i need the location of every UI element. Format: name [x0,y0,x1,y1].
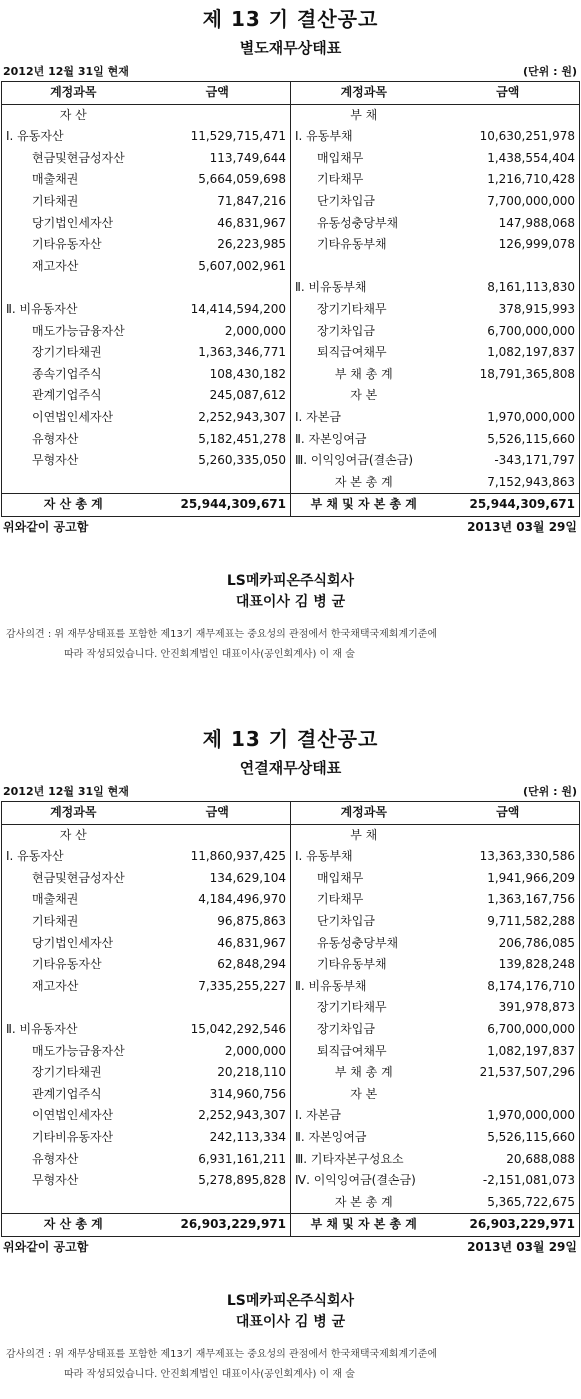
table-row [2,342,580,364]
account-name-right: 유동성충당부채 [317,215,399,230]
notice-date: 2013년 03월 29일 [467,1239,577,1254]
account-name-right: Ⅱ. 비유동부채 [295,280,367,295]
account-name-right: 부 채 [350,107,378,122]
table-body [2,824,580,1214]
account-name-left: 자 산 [59,107,87,122]
table-row [2,472,580,494]
amount-right: 1,970,000,000 [487,1108,575,1123]
amount-right [437,256,580,278]
table-row [2,1041,580,1063]
statement-subtitle: 별도재무상태표 [239,39,342,57]
total-liab-label: 부 채 및 자 본 총 계 [291,494,437,517]
total-liab-label: 부 채 및 자 본 총 계 [291,1214,437,1237]
amount-right: 139,828,248 [498,957,575,972]
account-name-left [2,277,145,299]
amount-right: 6,700,000,000 [487,1021,575,1036]
amount-left: 20,218,110 [145,1062,291,1084]
notice-text: 위와같이 공고함 [3,519,89,534]
amount-right: 1,438,554,404 [487,150,575,165]
table-row [2,1170,580,1192]
total-assets-label: 자 산 총 계 [2,494,145,517]
account-name-left [2,997,145,1019]
table-row [2,846,580,868]
amount-left [145,277,291,299]
account-name-right: 자 본 총 계 [334,1194,393,1209]
account-name-right: 장기기타채무 [317,301,387,316]
table-row [2,256,580,278]
table-row [2,997,580,1019]
account-name-right: 장기차입금 [317,323,375,338]
col-header: 계정과목 [291,82,437,105]
table-row [2,976,580,998]
account-name-right: 퇴직급여채무 [317,345,387,360]
account-name-right: 부 채 총 계 [334,1065,393,1080]
amount-right [437,385,580,407]
unit-label: (단위 : 원) [523,65,577,78]
amount-right: 1,970,000,000 [487,409,575,424]
notice-row [0,517,581,537]
col-header: 계정과목 [2,82,145,105]
account-name-left: 매도가능금융자산 [32,323,125,338]
total-assets-label: 자 산 총 계 [2,1214,145,1237]
statement-meta [0,63,581,81]
ceo-name: 대표이사 김 병 균 [235,1313,346,1330]
amount-right: 1,216,710,428 [487,172,575,187]
table-row [2,1105,580,1127]
table-row [2,364,580,386]
amount-right: 8,174,176,710 [487,978,575,993]
amount-right: 21,537,507,296 [479,1065,575,1080]
amount-right: 1,941,966,209 [487,870,575,885]
table-row [2,191,580,213]
account-name-left: 기타채권 [32,193,79,208]
account-name-left: 당기법인세자산 [32,935,114,950]
account-name-left: 현금및현금성자산 [32,150,125,165]
ceo-name: 대표이사 김 병 균 [235,593,346,610]
account-name-left: 유형자산 [32,1151,79,1166]
company-name: LS메카피온주식회사 [226,572,355,589]
unit-label: (단위 : 원) [523,785,577,798]
amount-left: 5,260,335,050 [145,450,291,472]
account-name-right: 기타유동부채 [317,237,387,252]
account-name-left: Ⅱ. 비유동자산 [6,301,78,316]
account-name-left: 자 산 [59,827,87,842]
account-name-right: Ⅲ. 이익잉여금(결손금) [295,453,414,468]
amount-right: 391,978,873 [498,1000,575,1015]
account-name-left: 매출채권 [32,892,79,907]
account-name-left: 장기기타채권 [32,345,102,360]
amount-left: 113,749,644 [145,148,291,170]
total-assets-amount: 26,903,229,971 [145,1214,291,1237]
amount-left: 2,252,943,307 [145,407,291,429]
account-name-left: 매도가능금융자산 [32,1043,125,1058]
table-row [2,1062,580,1084]
amount-left: 5,607,002,961 [145,256,291,278]
amount-right: 147,988,068 [498,215,575,230]
amount-right [437,1084,580,1106]
table-header-row [2,802,580,825]
table-row [2,1127,580,1149]
amount-left: 1,363,346,771 [145,342,291,364]
account-name-left: 기타비유동자산 [32,1129,114,1144]
account-name-right [291,256,437,278]
amount-left [145,824,291,846]
col-header: 계정과목 [291,802,437,825]
account-name-left: Ⅰ. 유동자산 [6,129,64,144]
account-name-right: 장기기타채무 [317,1000,387,1015]
balance-sheet-table [1,81,580,517]
table-row [2,1019,580,1041]
amount-left: 96,875,863 [145,911,291,933]
account-name-right: 부 채 총 계 [334,366,393,381]
audit-line-2: 따라 작성되었습니다. 안진회계법인 대표이사(공인회계사) 이 재 술 [64,1368,355,1380]
account-name-left: 이연법인세자산 [32,1108,114,1123]
account-name-left: 이연법인세자산 [32,409,114,424]
account-name-right: Ⅰ. 유동부채 [295,849,353,864]
account-name-left: Ⅰ. 유동자산 [6,849,64,864]
account-name-left: 당기법인세자산 [32,215,114,230]
total-row [2,494,580,517]
amount-left [145,997,291,1019]
table-row [2,954,580,976]
audit-line-2: 따라 작성되었습니다. 안진회계법인 대표이사(공인회계사) 이 재 술 [64,648,355,660]
account-name-left: 무형자산 [32,453,79,468]
col-header: 금액 [145,802,291,825]
account-name-right: Ⅲ. 기타자본구성요소 [295,1151,404,1166]
total-liab-amount: 26,903,229,971 [437,1214,580,1237]
amount-right: 6,700,000,000 [487,323,575,338]
account-name-right: 유동성충당부채 [317,935,399,950]
account-name-right: 단기차입금 [317,913,375,928]
account-name-left [2,472,145,494]
amount-right: 7,700,000,000 [487,193,575,208]
table-row [2,321,580,343]
amount-right: 126,999,078 [498,237,575,252]
col-header: 계정과목 [2,802,145,825]
amount-left: 14,414,594,200 [145,299,291,321]
account-name-left: 무형자산 [32,1173,79,1188]
table-row [2,299,580,321]
statement-subtitle: 연결재무상태표 [239,759,342,777]
total-assets-amount: 25,944,309,671 [145,494,291,517]
table-row [2,385,580,407]
amount-left: 314,960,756 [145,1084,291,1106]
account-name-right: 매입채무 [317,870,364,885]
amount-right: 5,526,115,660 [487,1129,575,1144]
amount-right: 1,082,197,837 [487,1043,575,1058]
account-name-left: 재고자산 [32,978,79,993]
table-row [2,104,580,126]
amount-left: 11,529,715,471 [145,126,291,148]
table-row [2,169,580,191]
account-name-left [2,1192,145,1214]
account-name-right: 기타채무 [317,172,364,187]
account-name-right: 자 본 [350,388,378,403]
amount-left: 5,278,895,828 [145,1170,291,1192]
table-row [2,429,580,451]
amount-right: 10,630,251,978 [479,129,575,144]
page-title: 제 13 기 결산공고 [202,727,379,751]
col-header: 금액 [437,82,580,105]
account-name-left: 유형자산 [32,431,79,446]
amount-left: 245,087,612 [145,385,291,407]
account-name-left: 종속기업주식 [32,366,102,381]
page-title: 제 13 기 결산공고 [202,7,379,31]
amount-left: 242,113,334 [145,1127,291,1149]
amount-right: 378,915,993 [498,301,575,316]
account-name-left: 장기기타채권 [32,1065,102,1080]
table-row [2,277,580,299]
table-row [2,933,580,955]
amount-left [145,1192,291,1214]
notice-text: 위와같이 공고함 [3,1239,89,1254]
company-name: LS메카피온주식회사 [226,1292,355,1309]
amount-right [437,824,580,846]
amount-left: 62,848,294 [145,954,291,976]
col-header: 금액 [145,82,291,105]
amount-right: 9,711,582,288 [487,913,575,928]
account-name-right: Ⅱ. 자본잉여금 [295,431,367,446]
amount-right: 5,365,722,675 [487,1194,575,1209]
table-row [2,234,580,256]
account-name-left: 매출채권 [32,172,79,187]
account-name-right: 기타유동부채 [317,957,387,972]
account-name-right: 단기차입금 [317,193,375,208]
amount-left: 11,860,937,425 [145,846,291,868]
account-name-left: 기타유동자산 [32,237,102,252]
table-row [2,1084,580,1106]
amount-right: 206,786,085 [498,935,575,950]
account-name-right: 퇴직급여채무 [317,1043,387,1058]
account-name-right: 자 본 [350,1086,378,1101]
consolidated-statement [0,700,581,1399]
amount-right: 18,791,365,808 [479,366,575,381]
total-row [2,1214,580,1237]
account-name-left: Ⅱ. 비유동자산 [6,1021,78,1036]
amount-left: 26,223,985 [145,234,291,256]
amount-left: 71,847,216 [145,191,291,213]
account-name-right: Ⅱ. 자본잉여금 [295,1129,367,1144]
amount-left: 6,931,161,211 [145,1149,291,1171]
amount-right: 1,082,197,837 [487,345,575,360]
account-name-left: 기타유동자산 [32,957,102,972]
table-row [2,911,580,933]
total-liab-amount: 25,944,309,671 [437,494,580,517]
amount-left: 5,664,059,698 [145,169,291,191]
amount-left: 108,430,182 [145,364,291,386]
account-name-right: Ⅰ. 유동부채 [295,129,353,144]
account-name-right: 매입채무 [317,150,364,165]
table-row [2,450,580,472]
date-label: 2012년 12월 31일 현재 [3,785,129,798]
amount-right: 5,526,115,660 [487,431,575,446]
amount-left: 2,000,000 [145,1041,291,1063]
amount-left: 7,335,255,227 [145,976,291,998]
amount-left: 5,182,451,278 [145,429,291,451]
amount-left: 46,831,967 [145,933,291,955]
account-name-right: 장기차입금 [317,1021,375,1036]
amount-right: 1,363,167,756 [487,892,575,907]
table-body [2,104,580,494]
account-name-right: 자 본 총 계 [334,474,393,489]
account-name-left: 재고자산 [32,258,79,273]
table-row [2,148,580,170]
table-row [2,126,580,148]
audit-opinion [0,1345,581,1385]
account-name-right: Ⅰ. 자본금 [295,409,341,424]
col-header: 금액 [437,802,580,825]
table-row [2,824,580,846]
account-name-left: 현금및현금성자산 [32,870,125,885]
table-row [2,1192,580,1214]
account-name-right: 부 채 [350,827,378,842]
table-header-row [2,82,580,105]
amount-right [437,104,580,126]
amount-left: 4,184,496,970 [145,889,291,911]
audit-line-1: 감사의견 : 위 재무상태표를 포함한 제13기 재무제표는 중요성의 관점에서 한국채택국제회계기준에 [6,628,438,640]
account-name-left: 관계기업주식 [32,388,102,403]
audit-line-1: 감사의견 : 위 재무상태표를 포함한 제13기 재무제표는 중요성의 관점에서 한국채택국제회계기준에 [6,1348,438,1360]
amount-left [145,472,291,494]
table-row [2,213,580,235]
audit-opinion [0,625,581,665]
amount-right: -2,151,081,073 [482,1173,575,1188]
statement-meta [0,783,581,801]
date-label: 2012년 12월 31일 현재 [3,65,129,78]
account-name-left: 관계기업주식 [32,1086,102,1101]
table-row [2,868,580,890]
notice-row [0,1237,581,1257]
account-name-right: Ⅰ. 자본금 [295,1108,341,1123]
amount-right: 13,363,330,586 [479,849,575,864]
account-name-right: Ⅱ. 비유동부채 [295,978,367,993]
balance-sheet-table [1,801,580,1237]
notice-date: 2013년 03월 29일 [467,519,577,534]
amount-right: 20,688,088 [506,1151,575,1166]
amount-left: 2,000,000 [145,321,291,343]
amount-left: 15,042,292,546 [145,1019,291,1041]
account-name-left: 기타채권 [32,913,79,928]
amount-left: 2,252,943,307 [145,1105,291,1127]
table-row [2,407,580,429]
amount-left: 46,831,967 [145,213,291,235]
amount-left [145,104,291,126]
amount-right: -343,171,797 [494,453,575,468]
amount-left: 134,629,104 [145,868,291,890]
table-row [2,1149,580,1171]
account-name-right: 기타채무 [317,892,364,907]
table-row [2,889,580,911]
amount-right: 8,161,113,830 [487,280,575,295]
amount-right: 7,152,943,863 [487,474,575,489]
account-name-right: Ⅳ. 이익잉여금(결손금) [295,1173,416,1188]
